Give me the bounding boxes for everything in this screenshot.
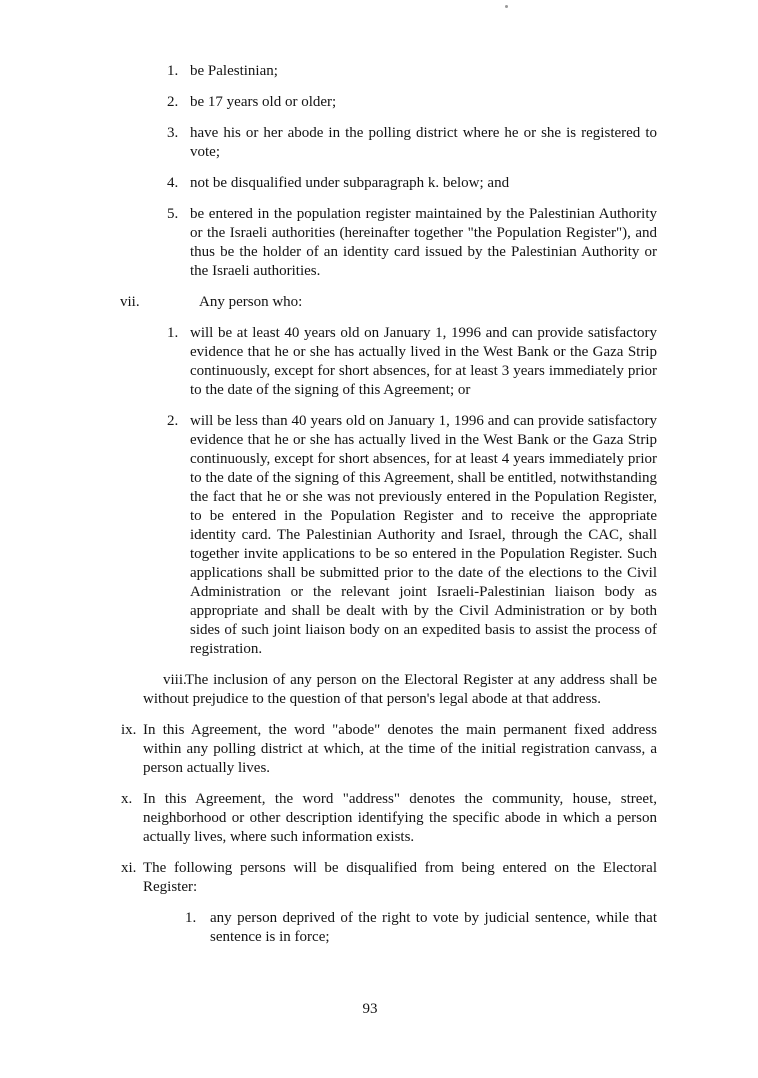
section-vii-heading: [120, 293, 657, 312]
section-text: In this Agreement, the word "abode" denotes the main permanent fixed address within any polling district at which, at the time of the initial registration canvass, a person actually lives.: [143, 722, 657, 776]
section-text: The following persons will be disqualified from being entered on the Electoral Register:: [143, 860, 657, 895]
scan-artifact-dot: [505, 5, 508, 8]
item-text: be 17 years old or older;: [190, 94, 337, 110]
item-number: 2.: [167, 94, 179, 110]
item-number: 1.: [167, 325, 179, 341]
section-viii-paragraph: [143, 671, 657, 709]
item-number: 2.: [167, 413, 179, 429]
section-x-paragraph: [121, 790, 657, 847]
item-number: 4.: [167, 175, 179, 191]
list-item: [167, 174, 657, 193]
item-number: 5.: [167, 206, 179, 222]
section-number: xi.: [121, 860, 137, 876]
item-number: 1.: [185, 910, 197, 926]
item-number: 3.: [167, 125, 179, 141]
list-item: [167, 205, 657, 281]
item-text: not be disqualified under subparagraph k. below; and: [190, 175, 510, 191]
section-xi-paragraph: [121, 859, 657, 897]
item-text: will be less than 40 years old on January 1, 1996 and can provide satisfactory evidence that he or she has actually lived in the West Bank or the Gaza Strip continuously, except for short absences, for at least 4 years immediately prior to the date of the signing of this Agreement, shall be entitled, notwithstanding the fact that he or she was not previously entered in the Population Register, to be entered in the Population Register and to receive the appropriate identity card. The Palestinian Authority and Israel, through the CAC, shall together invite applications to be so entered in the Population Register. Such applications shall be submitted prior to the date of the elections to the Civil Administration or the relevant joint Israeli-Palestinian liaison body as appropriate and shall be dealt with by the Civil Administration or by both sides of such joint liaison body on an expedited basis to assist the process of registration.: [190, 413, 657, 657]
section-intro-text: Any person who:: [199, 294, 303, 310]
section-number: ix.: [121, 722, 137, 738]
page-number: 93: [362, 1001, 378, 1017]
item-number: 1.: [167, 63, 179, 79]
item-text: will be at least 40 years old on January 1, 1996 and can provide satisfactory evidence that he or she has actually lived in the West Bank or the Gaza Strip continuously, except for short absences, for at least 3 years immediately prior to the date of the signing of this Agreement; or: [190, 325, 657, 398]
section-number: x.: [121, 791, 133, 807]
section-text: The inclusion of any person on the Electoral Register at any address shall be without prejudice to the question of that person's legal abode at that address.: [143, 672, 657, 707]
item-text: any person deprived of the right to vote by judicial sentence, while that sentence is in force;: [210, 910, 657, 945]
list-item: [167, 324, 657, 400]
section-number: vii.: [120, 294, 140, 310]
list-item: [167, 93, 657, 112]
item-text: be Palestinian;: [190, 63, 278, 79]
list-item: [167, 412, 657, 659]
list-item: [167, 124, 657, 162]
item-text: have his or her abode in the polling district where he or she is registered to vote;: [190, 125, 657, 160]
item-text: be entered in the population register maintained by the Palestinian Authority or the Israeli authorities (hereinafter together "the Population Register"), and thus be the holder of an identity card issued by the Palestinian Authority or the Israeli authorities.: [190, 206, 657, 279]
list-item: [167, 62, 657, 81]
section-ix-paragraph: [121, 721, 657, 778]
section-text: In this Agreement, the word "address" denotes the community, house, street, neighborhood or other description identifying the specific abode in which a person actually lives, where such information exists.: [143, 791, 657, 845]
section-number: viii.: [163, 672, 187, 688]
list-item: [185, 909, 657, 947]
